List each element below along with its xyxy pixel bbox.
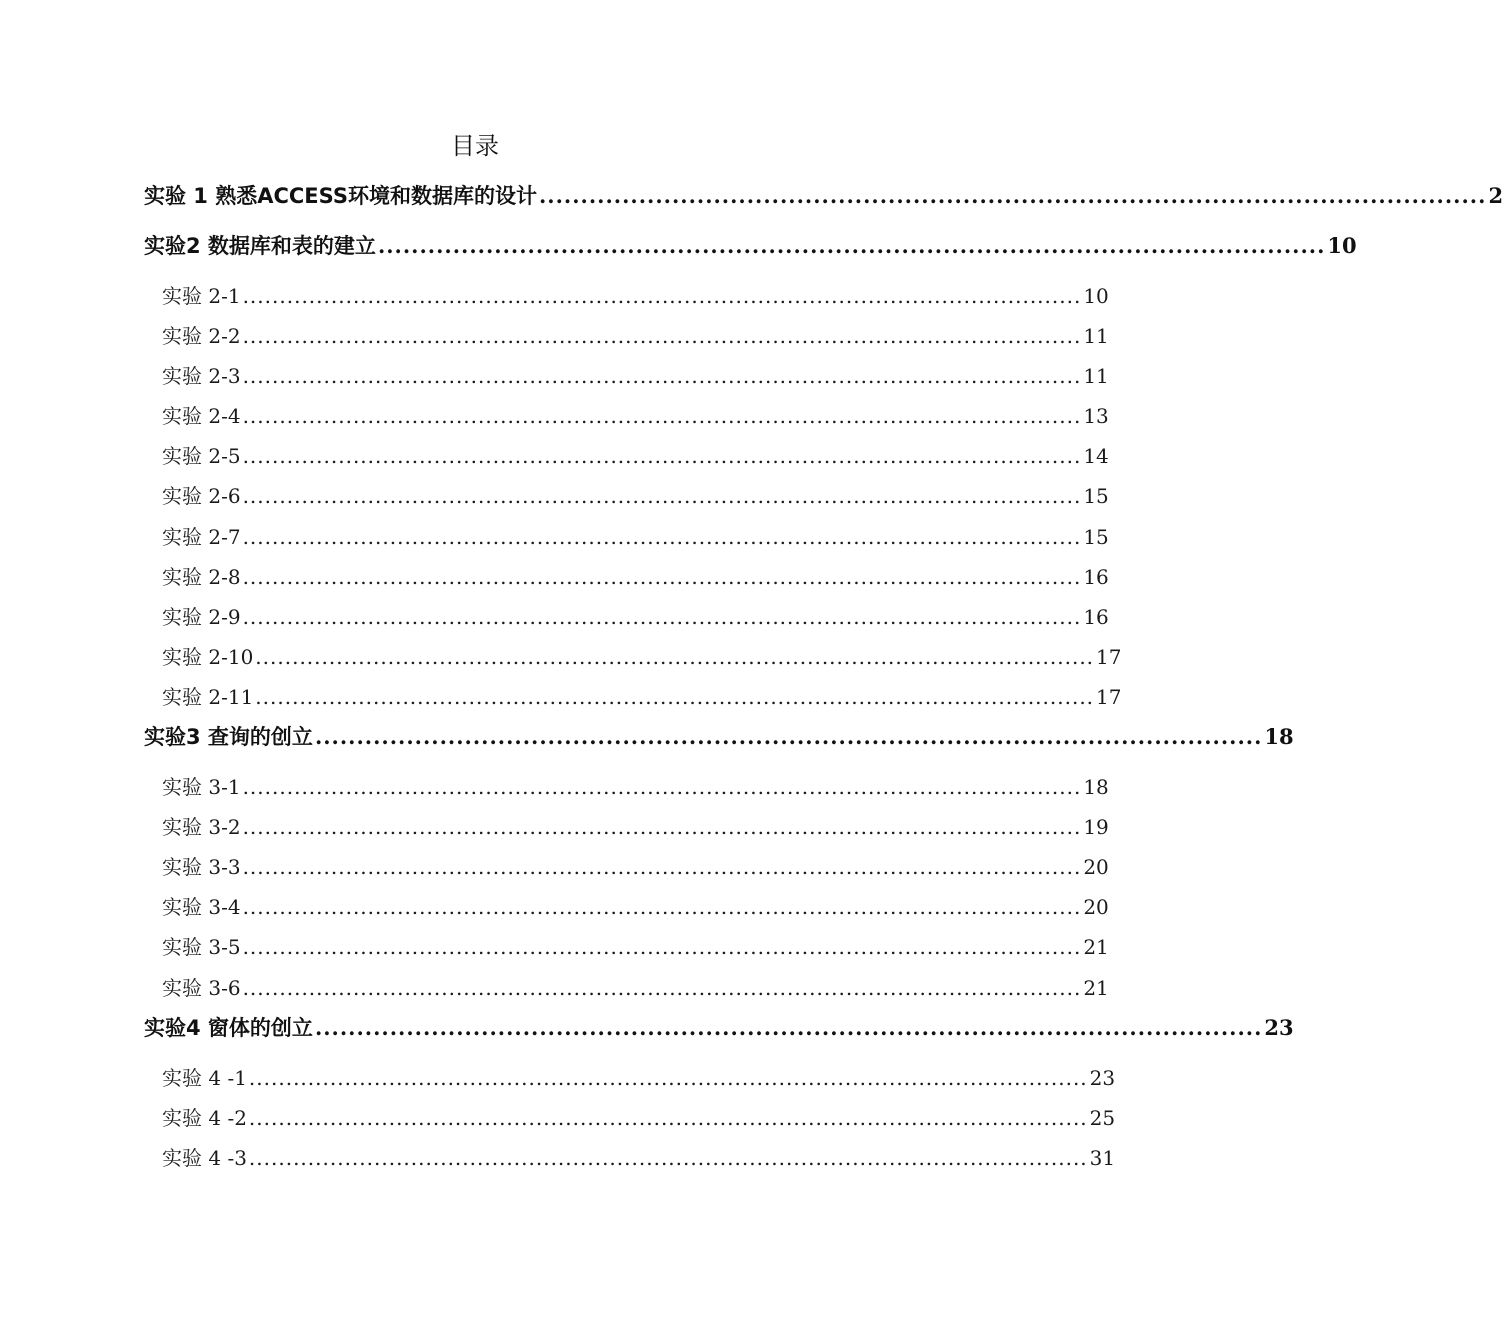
dot-leader: .................................................................................................................. (242, 524, 1082, 549)
dot-leader: .................................................................................................................. (255, 684, 1095, 709)
dot-leader: .................................................................................................................. (242, 895, 1082, 920)
toc-page-number: 17 (1096, 684, 1122, 709)
toc-entry-3-4[interactable] (144, 888, 1109, 928)
toc-entry-2-11[interactable] (144, 678, 1122, 718)
dot-leader: .................................................................................................................. (242, 364, 1082, 389)
toc-entry-label: 实验 2-4 (162, 404, 241, 429)
dot-leader: .................................................................................................................. (242, 604, 1082, 629)
toc-page-number: 20 (1083, 895, 1109, 920)
dot-leader: .................................................................................................................. (314, 1014, 1263, 1040)
toc-page-number: 15 (1083, 524, 1109, 549)
toc-entry-2-10[interactable] (144, 638, 1122, 678)
toc-page-number: 18 (1264, 724, 1294, 750)
toc-page-number: 10 (1327, 233, 1357, 258)
toc-entry-label: 实验2 数据库和表的建立 (144, 234, 376, 258)
toc-entry-label: 实验 3-1 (162, 775, 241, 800)
toc-page-number: 21 (1083, 935, 1109, 960)
toc-entry-label: 实验 2-7 (162, 524, 241, 549)
toc-entry-label: 实验 2-9 (162, 604, 241, 629)
toc-page-number: 18 (1083, 775, 1109, 800)
toc-entry-2-6[interactable] (144, 477, 1109, 517)
dot-leader: .................................................................................................................. (248, 1105, 1088, 1130)
toc-entry-3-2[interactable] (144, 808, 1109, 848)
toc-entry-label: 实验 3-6 (162, 975, 241, 1000)
toc-page-number: 15 (1083, 484, 1109, 509)
toc-entry-2-9[interactable] (144, 598, 1109, 638)
toc-entry-label: 实验 3-3 (162, 855, 241, 880)
toc-entry-section-3[interactable] (144, 718, 1294, 768)
dot-leader: .................................................................................................................. (242, 815, 1082, 840)
toc-page-number: 23 (1264, 1014, 1294, 1040)
toc-entry-2-7[interactable] (144, 518, 1109, 558)
toc-page-number: 14 (1083, 444, 1109, 469)
dot-leader: .................................................................................................................. (242, 484, 1082, 509)
toc-page-number: 17 (1096, 644, 1122, 669)
toc-page-number: 20 (1083, 855, 1109, 880)
toc-entry-label: 实验 2-3 (162, 364, 241, 389)
dot-leader: .................................................................................................................. (314, 724, 1263, 750)
dot-leader: .................................................................................................................. (242, 564, 1082, 589)
toc-page-number: 11 (1083, 364, 1109, 389)
table-of-contents (144, 177, 1503, 1179)
toc-page-number: 10 (1083, 284, 1109, 308)
toc-entry-label: 实验 2-2 (162, 324, 241, 349)
toc-entry-4-3[interactable] (144, 1139, 1116, 1179)
toc-page-number: 21 (1083, 975, 1109, 1000)
toc-entry-section-2[interactable] (144, 227, 1357, 277)
toc-entry-label: 实验3 查询的创立 (144, 725, 313, 750)
toc-entry-2-3[interactable] (144, 357, 1109, 397)
toc-entry-4-2[interactable] (144, 1099, 1116, 1139)
toc-entry-label: 实验 2-10 (162, 644, 254, 669)
dot-leader: .................................................................................................................. (248, 1065, 1088, 1090)
dot-leader: .................................................................................................................. (242, 444, 1082, 469)
dot-leader: .................................................................................................................. (242, 935, 1082, 960)
toc-entry-2-2[interactable] (144, 317, 1109, 357)
toc-entry-label: 实验 3-2 (162, 815, 241, 840)
dot-leader: .................................................................................................................. (242, 855, 1082, 880)
toc-entry-label: 实验 2-11 (162, 684, 254, 709)
toc-entry-label: 实验4 窗体的创立 (144, 1015, 313, 1040)
dot-leader: .................................................................................................................. (255, 644, 1095, 669)
toc-entry-2-4[interactable] (144, 397, 1109, 437)
toc-page-number: 31 (1089, 1145, 1116, 1170)
toc-entry-3-1[interactable] (144, 768, 1109, 808)
toc-entry-label: 实验 2-6 (162, 484, 241, 509)
toc-entry-label: 实验 1 熟悉ACCESS环境和数据库的设计 (144, 184, 537, 208)
toc-page-number: 19 (1083, 815, 1109, 840)
dot-leader: .................................................................................................................. (242, 324, 1082, 349)
toc-page-number: 11 (1083, 324, 1109, 349)
toc-entry-label: 实验 4 -2 (162, 1105, 247, 1130)
toc-page-number: 13 (1083, 404, 1109, 429)
toc-entry-3-3[interactable] (144, 848, 1109, 888)
toc-entry-section-4[interactable] (144, 1009, 1294, 1059)
toc-entry-2-8[interactable] (144, 558, 1109, 598)
toc-page-number: 2 (1488, 183, 1503, 208)
dot-leader: .................................................................................................................. (242, 284, 1082, 308)
toc-page-number: 25 (1089, 1105, 1116, 1130)
toc-entry-3-5[interactable] (144, 928, 1109, 968)
toc-title: 目录 (451, 132, 499, 160)
toc-entry-2-1[interactable] (144, 277, 1109, 317)
dot-leader: .................................................................................................................. (248, 1145, 1088, 1170)
dot-leader: .................................................................................................................. (242, 775, 1082, 800)
toc-entry-label: 实验 3-4 (162, 895, 241, 920)
toc-entry-label: 实验 4 -3 (162, 1145, 247, 1170)
toc-entry-label: 实验 4 -1 (162, 1065, 247, 1090)
toc-entry-label: 实验 2-1 (162, 284, 241, 308)
toc-entry-section-1[interactable] (144, 177, 1503, 227)
toc-page-number: 23 (1089, 1065, 1116, 1090)
toc-entry-3-6[interactable] (144, 969, 1109, 1009)
toc-entry-label: 实验 2-5 (162, 444, 241, 469)
toc-page-number: 16 (1083, 604, 1109, 629)
dot-leader: .................................................................................................................. (538, 183, 1487, 208)
dot-leader: .................................................................................................................. (242, 404, 1082, 429)
dot-leader: .................................................................................................................. (377, 233, 1326, 258)
toc-entry-label: 实验 3-5 (162, 935, 241, 960)
toc-entry-4-1[interactable] (144, 1059, 1116, 1099)
dot-leader: .................................................................................................................. (242, 975, 1082, 1000)
toc-entry-label: 实验 2-8 (162, 564, 241, 589)
toc-page-number: 16 (1083, 564, 1109, 589)
toc-entry-2-5[interactable] (144, 437, 1109, 477)
